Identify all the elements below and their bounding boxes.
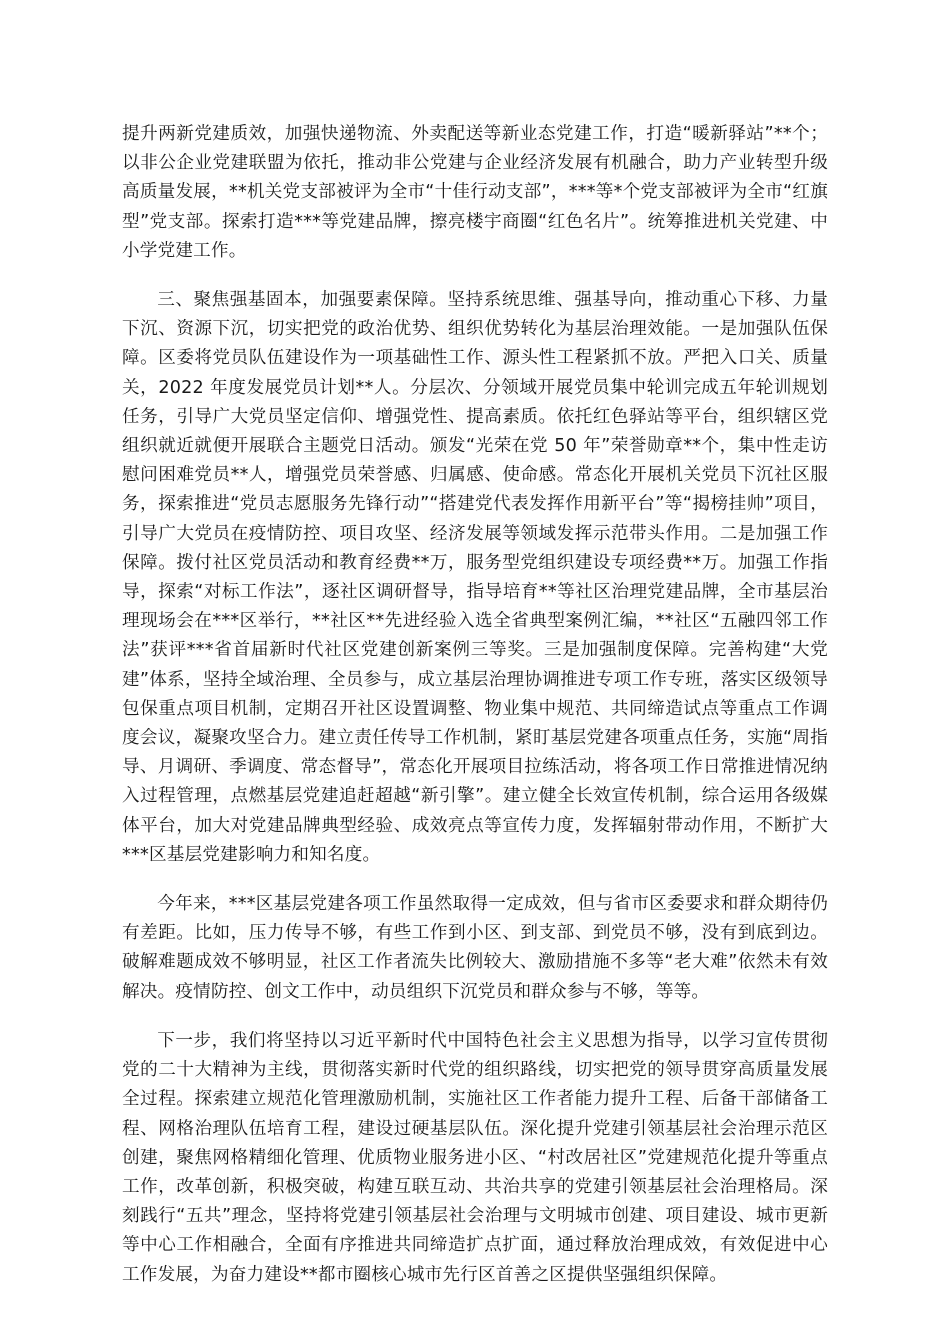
document-page — [122, 120, 828, 1310]
paragraph-section-three-guarantees: 三、聚焦强基固本，加强要素保障。坚持系统思维、强基导向，推动重心下移、力量下沉、资源下沉，切实把党的政治优势、组织优势转化为基层治理效能。一是加强队伍保障。区委将党员队伍建设作为一项基础性工作、源头性工程紧抓不放。严把入口关、质量关，2022 年度发展党员计划**人。分层次、分领域开展党员集中轮训完成五年轮训规划任务，引导广大党员坚定信仰、增强党性、提高素质。依托红色驿站等平台，组织辖区党组织就近就便开展联合主题党日活动。颁发“光荣在党 50 年”荣誉勋章**个，集中性走访慰问困难党员**人，增强党员荣誉感、归属感、使命感。常态化开展机关党员下沉社区服务，探索推进“党员志愿服务先锋行动”“搭建党代表发挥作用新平台”等“揭榜挂帅”项目，引导广大党员在疫情防控、项目攻坚、经济发展等领域发挥示范带头作用。二是加强工作保障。拨付社区党员活动和教育经费**万，服务型党组织建设专项经费**万。加强工作指导，探索“对标工作法”，逐社区调研督导，指导培育**等社区治理党建品牌，全市基层治理现场会在***区举行，**社区**先进经验入选全省典型案例汇编，**社区“五融四邻工作法”获评***省首届新时代社区党建创新案例三等奖。三是加强制度保障。完善构建“大党建”体系，坚持全域治理、全员参与，成立基层治理协调推进专项工作专班，落实区级领导包保重点项目机制，定期召开社区设置调整、物业集中规范、共同缔造试点等重点工作调度会议，凝聚攻坚合力。建立责任传导工作机制，紧盯基层党建各项重点任务，实施“周指导、月调研、季调度、常态督导”，常态化开展项目拉练活动，将各项工作日常推进情况纳入过程管理，点燃基层党建追赶超越“新引擎”。建立健全长效宣传机制，综合运用各级媒体平台，加大对党建品牌典型经验、成效亮点等宣传力度，发挥辐射带动作用，不断扩大***区基层党建影响力和知名度。 — [122, 290, 828, 865]
paragraph-next-steps: 下一步，我们将坚持以习近平新时代中国特色社会主义思想为指导，以学习宣传贯彻党的二十大精神为主线，贯彻落实新时代党的组织路线，切实把党的领导贯穿高质量发展全过程。探索建立规范化管理激励机制，实施社区工作者能力提升工程、后备干部储备工程、网格治理队伍培育工程，建设过硬基层队伍。深化提升党建引领基层社会治理示范区创建，聚焦网格精细化管理、优质物业服务进小区、“村改居社区”党建规范化提升等重点工作，改革创新，积极突破，构建互联互动、共治共享的党建引领基层社会治理格局。深刻践行“五共”理念，坚持将党建引领基层社会治理与文明城市创建、项目建设、城市更新等中心工作相融合，全面有序推进共同缔造扩点扩面，通过释放治理成效，有效促进中心工作发展，为奋力建设**都市圈核心城市先行区首善之区提供坚强组织保障。 — [122, 1030, 828, 1285]
paragraph-shortcomings: 今年来，***区基层党建各项工作虽然取得一定成效，但与省市区委要求和群众期待仍有差距。比如，压力传导不够，有些工作到小区、到支部、到党员不够，没有到底到边。破解难题成效不够明显，社区工作者流失比例较大、激励措施不多等“老大难”依然未有效解决。疫情防控、创文工作中，动员组织下沉党员和群众参与不够，等等。 — [122, 894, 828, 1002]
paragraph-continued-party-building: 提升两新党建质效，加强快递物流、外卖配送等新业态党建工作，打造“暖新驿站”**个；以非公企业党建联盟为依托，推动非公党建与企业经济发展有机融合，助力产业转型升级高质量发展，**机关党支部被评为全市“十佳行动支部”，***等*个党支部被评为全市“红旗型”党支部。探索打造***等党建品牌，擦亮楼宇商圈“红色名片”。统筹推进机关党建、中小学党建工作。 — [122, 124, 828, 261]
